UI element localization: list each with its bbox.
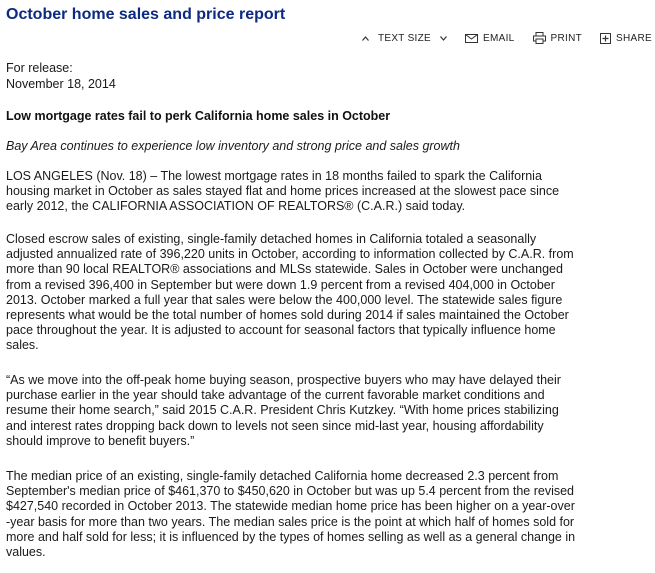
article-paragraph-2 <box>6 232 652 354</box>
release-label: For release: <box>6 61 73 75</box>
paragraph-line: housing market in October as sales stayed flat and home prices increased at the slowest pace since <box>6 184 560 199</box>
paragraph-line: adjusted annualized rate of 396,220 units in October, according to information collected by C.A.R. from <box>6 247 574 262</box>
paragraph-line: $427,540 recorded in October 2013. The statewide median home price has been higher on a year-over <box>6 499 575 514</box>
print-label: PRINT <box>550 32 583 44</box>
article-paragraph-4 <box>6 469 652 560</box>
release-info <box>6 60 116 92</box>
chevron-up-icon[interactable] <box>362 36 369 41</box>
paragraph-line: early 2012, the CALIFORNIA ASSOCIATION OF REALTORS® (C.A.R.) said today. <box>6 199 466 214</box>
envelope-icon <box>465 34 478 43</box>
share-button[interactable] <box>600 33 652 44</box>
paragraph-line: 2013. October marked a full year that sales were below the 400,000 level. The statewide sales figure <box>6 292 563 307</box>
paragraph-line: values. <box>6 545 46 560</box>
paragraph-line: The median price of an existing, single-family detached California home decreased 2.3 percent from <box>6 469 559 483</box>
plus-box-icon <box>600 33 611 44</box>
release-date: November 18, 2014 <box>6 77 116 91</box>
paragraph-line: Closed escrow sales of existing, single-family detached homes in California totaled a seasonally <box>6 232 537 246</box>
paragraph-line: should improve to benefit buyers.” <box>6 433 195 448</box>
article-paragraph-3 <box>6 373 652 449</box>
paragraph-line: more than 90 local REALTOR® associations and MLSs statewide. Sales in October were unchanged <box>6 262 563 277</box>
paragraph-line: represents what would be the total number of homes sold during 2014 if sales maintained the October <box>6 308 569 323</box>
paragraph-line: “As we move into the off-peak home buying season, prospective buyers who may have delayed their <box>6 373 561 387</box>
printer-icon <box>533 32 546 44</box>
paragraph-line: sales. <box>6 338 39 353</box>
paragraph-line: -year basis for more than two years. The median sales price is the point at which half of homes sold for <box>6 514 575 529</box>
paragraph-line: and interest rates dropping back down to levels not seen since mid-last year, housing affordability <box>6 418 544 433</box>
paragraph-line: more and half sold for less; it is influenced by the types of homes selling as well as a general change in <box>6 529 576 544</box>
article-paragraph-1 <box>6 169 652 215</box>
paragraph-line: purchase earlier in the year should take advantage of the current favorable market conditions and <box>6 388 545 403</box>
paragraph-line: from a revised 396,400 in September but were down 1.9 percent from a revised 404,000 in October <box>6 277 555 292</box>
article-subhead: Bay Area continues to experience low inventory and strong price and sales growth <box>6 139 460 153</box>
paragraph-line: resume their home search,” said 2015 C.A.R. President Chris Kutzkey. “With home prices stabilizing <box>6 403 559 418</box>
article-headline: Low mortgage rates fail to perk California home sales in October <box>6 109 391 123</box>
text-size-label: TEXT SIZE <box>377 32 432 44</box>
paragraph-line: September's median price of $461,370 to $450,620 in October but was up 5.4 percent from the revised <box>6 484 575 499</box>
share-label: SHARE <box>616 32 652 44</box>
text-size-control <box>362 33 447 44</box>
paragraph-line: pace throughout the year. It is adjusted to account for seasonal factors that typically influence home <box>6 323 556 338</box>
article-toolbar <box>362 31 652 45</box>
paragraph-line: LOS ANGELES (Nov. 18) – The lowest mortgage rates in 18 months failed to spark the California <box>6 169 542 183</box>
page-title: October home sales and price report <box>6 6 286 23</box>
chevron-down-icon[interactable] <box>440 36 447 41</box>
print-button[interactable] <box>533 32 583 44</box>
email-label: EMAIL <box>483 32 515 44</box>
email-button[interactable] <box>465 33 515 44</box>
